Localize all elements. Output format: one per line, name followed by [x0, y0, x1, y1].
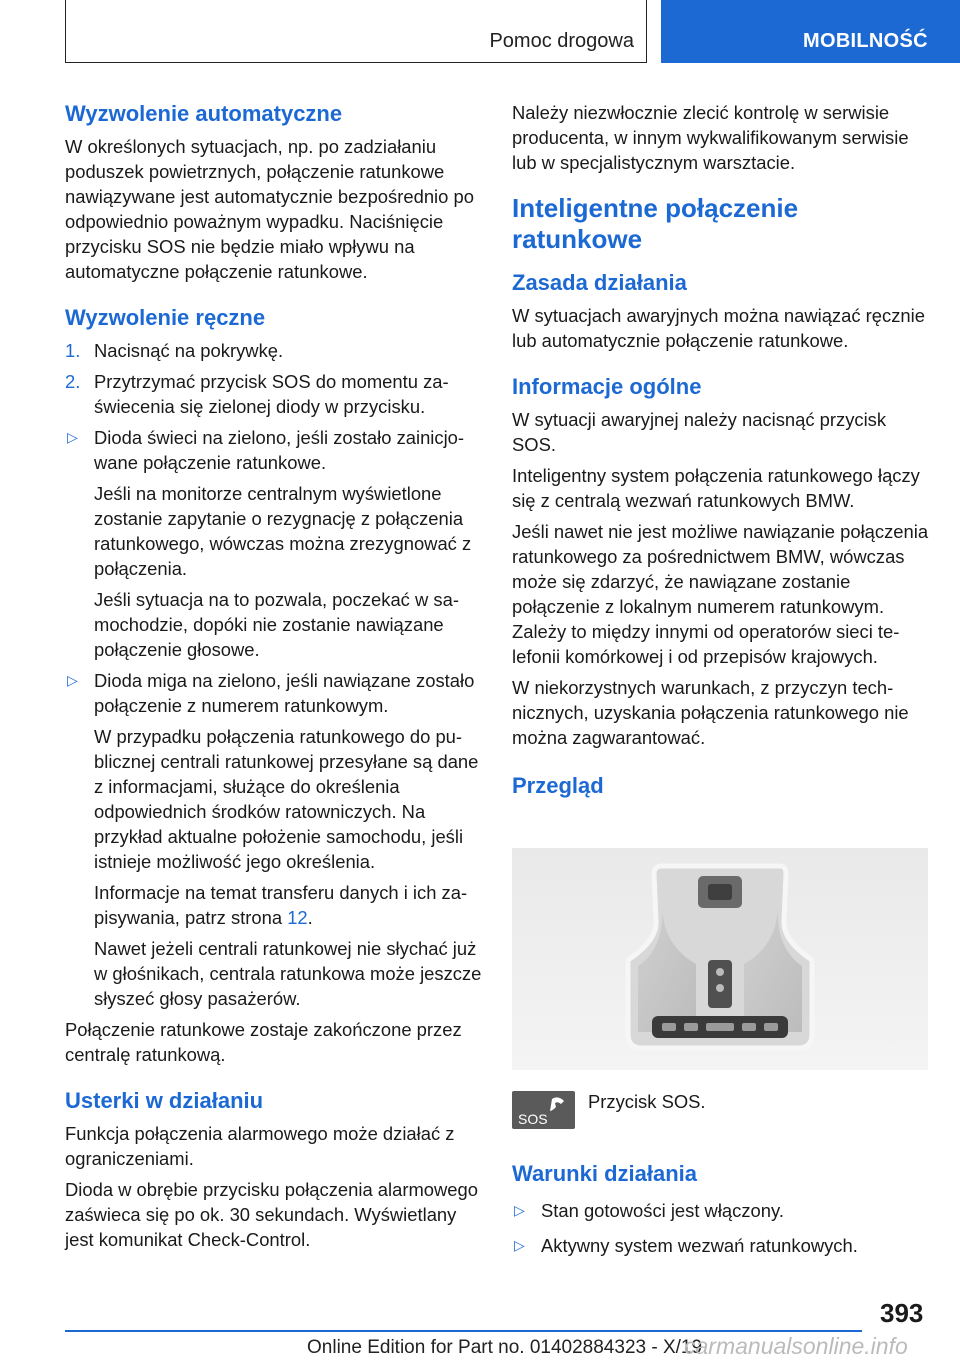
heading-general-info: Informacje ogólne	[512, 374, 702, 399]
overhead-console-illustration	[512, 848, 928, 1070]
bullet2-p2-post: .	[307, 907, 313, 928]
header-chapter-title: MOBILNOŚĆ	[803, 30, 928, 52]
condition-2	[512, 1233, 932, 1258]
condition-2-text: Aktywny system wezwań ratunkowych.	[541, 1235, 858, 1256]
bullet2-p2-pre: Informacje na temat transferu danych i ich zapisywania, patrz strona	[94, 882, 468, 928]
bullet1-paragraph-1: Jeśli na monitorze centralnym wyświetlone zostanie zapytanie o rezygnację z połączenia ratunkowego, wówczas można zrezygnować z połączenia.	[94, 483, 472, 579]
paragraph-general-1: W sytuacji awaryjnej należy nacisnąć przycisk SOS.	[512, 409, 887, 455]
step-1	[65, 338, 485, 363]
triangle-bullet-icon: ▷	[67, 672, 78, 688]
condition-1-text: Stan gotowości jest włączony.	[541, 1200, 784, 1221]
page-link-12[interactable]: 12	[287, 907, 308, 928]
page-number: 393	[880, 1298, 924, 1328]
heading-automatic-trigger: Wyzwolenie automatyczne	[65, 101, 343, 126]
heading-intelligent-emergency-call: Inteligentne połączenie ratunkowe	[512, 193, 799, 254]
bullet-green-steady	[65, 425, 485, 475]
heading-manual-trigger: Wyzwolenie ręczne	[65, 305, 266, 330]
paragraph-service: Należy niezwłocznie zlecić kontrolę w serwisie producenta, w innym wykwalifikowanym serwisie lub w specjalistycznym warsztacie.	[512, 102, 909, 173]
paragraph-call-ended: Połączenie ratunkowe zostaje zakończone przez centralę ratunkową.	[65, 1019, 462, 1065]
sos-caption-wrap	[588, 1089, 928, 1114]
bullet2-paragraph-1: W przypadku połączenia ratunkowego do publicznej centrali ratunkowej przesyłane są dane z informacjami, służące do określenia odpowiednich środków ratowniczych. Na przykład aktualne położenie samochodu, jeśli istnieje możliwość jego określenia.	[94, 726, 479, 872]
heading-malfunctions: Usterki w działaniu	[65, 1088, 264, 1113]
heading-conditions: Warunki działania	[512, 1161, 698, 1186]
sos-button-icon	[512, 1091, 575, 1129]
step-2	[65, 369, 485, 419]
paragraph-principle: W sytuacjach awaryjnych można nawiązać ręcznie lub automatycznie połączenie ratunkowe.	[512, 305, 925, 351]
paragraph-fault-2: Dioda w obrębie przycisku połączenia alarmowego zaświeca się po ok. 30 sekundach. Wyświetlany jest komunikat Check-Control.	[65, 1179, 478, 1250]
step-1-number: 1.	[65, 340, 81, 361]
bullet-green-blinking	[65, 668, 485, 718]
conditions-section	[512, 1160, 932, 1258]
bullet1-paragraph-2: Jeśli sytuacja na to pozwala, poczekać w samochodzie, dopóki nie zostanie nawiązane połączenie głosowe.	[94, 589, 459, 660]
footer-edition: Online Edition for Part no. 01402884323 - X/19	[307, 1337, 703, 1358]
heading-principle: Zasada działania	[512, 270, 687, 295]
paragraph-general-2: Inteligentny system połączenia ratunkowego łączy się z centralą wezwań ratunkowych BMW.	[512, 465, 920, 511]
bullet2-paragraph-2	[65, 880, 485, 930]
left-column	[65, 100, 485, 1252]
overhead-console-image	[512, 848, 928, 1070]
step-1-text: Nacisnąć na pokrywkę.	[94, 340, 284, 361]
sos-caption: Przycisk SOS.	[588, 1091, 706, 1112]
footer-rule	[65, 1330, 862, 1332]
sos-icon-label: SOS	[518, 1111, 548, 1127]
heading-overview: Przegląd	[512, 773, 604, 798]
header-chapter-tab	[661, 0, 960, 63]
header-section-title: Pomoc drogowa	[489, 30, 634, 52]
condition-1	[512, 1198, 932, 1223]
step-2-number: 2.	[65, 371, 81, 392]
paragraph-general-3: Jeśli nawet nie jest możliwe nawiązanie połączenia ratunkowego za pośrednictwem BMW, wówczas może się zdarzyć, że nawiązane zostanie połączenie z lokalnym numerem ratunkowym. Zależy to między innymi od operatorów sieci telefonii komórkowej i od przepisów krajowych.	[512, 521, 929, 667]
step-2-text: Przytrzymać przycisk SOS do momentu zaświecenia się zielonej diody w przycisku.	[94, 371, 449, 417]
bullet-green-blinking-text: Dioda miga na zielono, jeśli nawiązane zostało połączenie z numerem ratunkowym.	[94, 670, 475, 716]
header-section-box	[65, 0, 647, 63]
paragraph-general-4: W niekorzystnych warunkach, z przyczyn technicznych, uzyskania połączenia ratunkowego nie można zagwarantować.	[512, 677, 909, 748]
bullet-green-steady-text: Dioda świeci na zielono, jeśli zostało zainicjowane połączenie ratunkowe.	[94, 427, 465, 473]
triangle-bullet-icon: ▷	[514, 1202, 525, 1218]
paragraph-fault-1: Funkcja połączenia alarmowego może działać z ograniczeniami.	[65, 1123, 455, 1169]
watermark: carmanualsonline.info	[684, 1333, 908, 1359]
paragraph-automatic: W określonych sytuacjach, np. po zadziałaniu poduszek powietrznych, połączenie ratunkowe nawiązywane jest automatycznie bezpośrednio po odpowiednio poważnym wypadku. Naciśnięcie przycisku SOS nie będzie miało wpływu na automatyczne połączenie ratunkowe.	[65, 136, 474, 282]
bullet2-paragraph-3: Nawet jeżeli centrali ratunkowej nie słychać już w głośnikach, centrala ratunkowa może jeszcze słyszeć głosy pasażerów.	[94, 938, 482, 1009]
right-column	[512, 100, 932, 800]
triangle-bullet-icon: ▷	[514, 1237, 525, 1253]
triangle-bullet-icon: ▷	[67, 429, 78, 445]
